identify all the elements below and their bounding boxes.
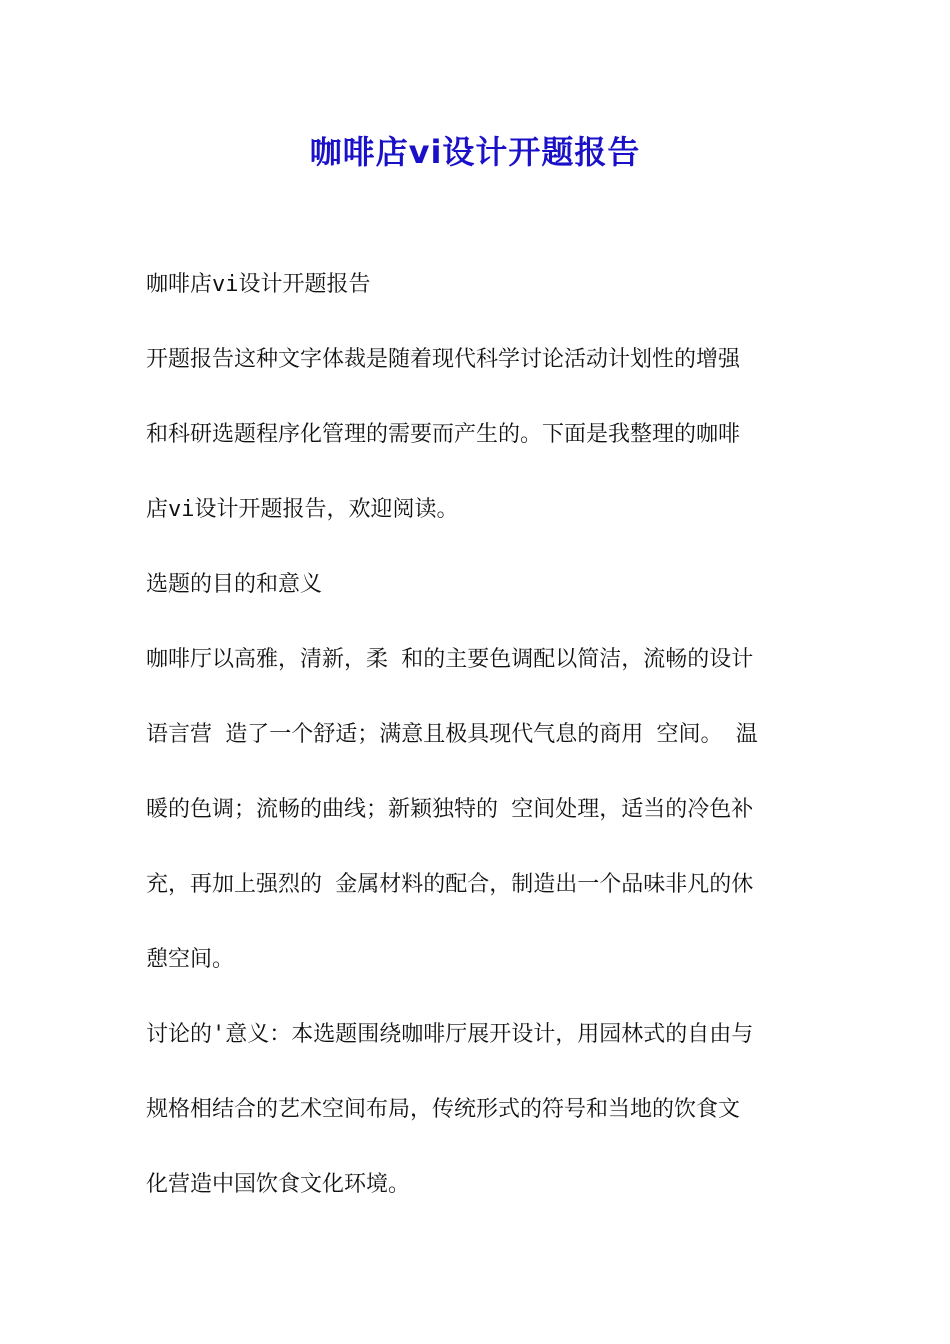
paragraph-2-line-3: 暖的色调；流畅的曲线；新颖独特的 空间处理，适当的冷色补 bbox=[146, 797, 754, 822]
document-title: 咖啡店vi设计开题报告 bbox=[309, 133, 641, 171]
paragraph-2-line-4: 充，再加上强烈的 金属材料的配合，制造出一个品味非凡的休 bbox=[146, 872, 754, 897]
paragraph-3-line-1: 讨论的'意义：本选题围绕咖啡厅展开设计，用园林式的自由与 bbox=[146, 1022, 754, 1047]
paragraph-1-line-1: 开题报告这种文字体裁是随着现代科学讨论活动计划性的增强 bbox=[146, 347, 741, 372]
document-body bbox=[146, 268, 826, 1243]
paragraph-1-line-2: 和科研选题程序化管理的需要而产生的。下面是我整理的咖啡 bbox=[146, 422, 741, 447]
paragraph-2-line-1: 咖啡厅以高雅，清新，柔 和的主要色调配以简洁，流畅的设计 bbox=[146, 647, 754, 672]
paragraph-3-line-3: 化营造中国饮食文化环境。 bbox=[146, 1172, 411, 1197]
paragraph-2-line-2: 语言营 造了一个舒适；满意且极具现代气息的商用 空间。 温 bbox=[146, 722, 758, 747]
section-heading: 选题的目的和意义 bbox=[146, 572, 323, 597]
paragraph-2-line-5: 憩空间。 bbox=[146, 947, 235, 972]
paragraph-1-line-3: 店vi设计开题报告，欢迎阅读。 bbox=[146, 497, 459, 522]
paragraph-3-line-2: 规格相结合的艺术空间布局，传统形式的符号和当地的饮食文 bbox=[146, 1097, 741, 1122]
document-subtitle: 咖啡店vi设计开题报告 bbox=[146, 272, 371, 297]
